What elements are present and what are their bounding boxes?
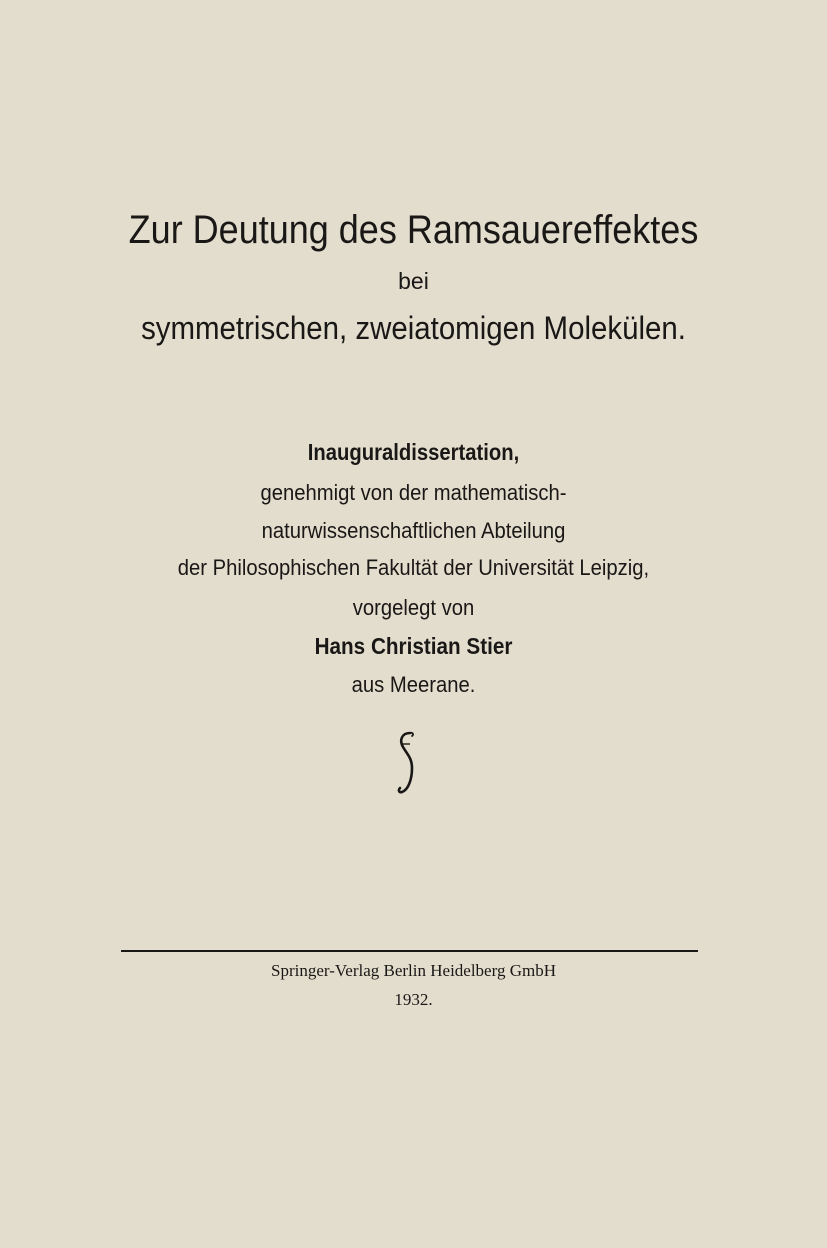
approval-line-1: genehmigt von der mathematisch- (260, 480, 567, 505)
publication-year: 1932. (394, 990, 433, 1009)
springer-s-logo-icon (393, 730, 419, 796)
book-subtitle: symmetrischen, zweiatomigen Molekülen. (141, 310, 686, 346)
publisher-name: Springer-Verlag Berlin Heidelberg GmbH (271, 961, 556, 980)
title-connector: bei (398, 268, 429, 294)
approval-line-2: naturwissenschaftlichen Abteilung (261, 518, 566, 543)
book-title: Zur Deutung des Ramsauereffektes (128, 208, 699, 252)
separator-rule (121, 950, 698, 952)
approval-line-3: der Philosophischen Fakultät der Universität Leipzig, (177, 555, 650, 580)
author-origin: aus Meerane. (351, 672, 476, 697)
presented-by: vorgelegt von (352, 595, 475, 620)
author-name: Hans Christian Stier (314, 633, 513, 659)
dissertation-label: Inauguraldissertation, (307, 439, 520, 465)
